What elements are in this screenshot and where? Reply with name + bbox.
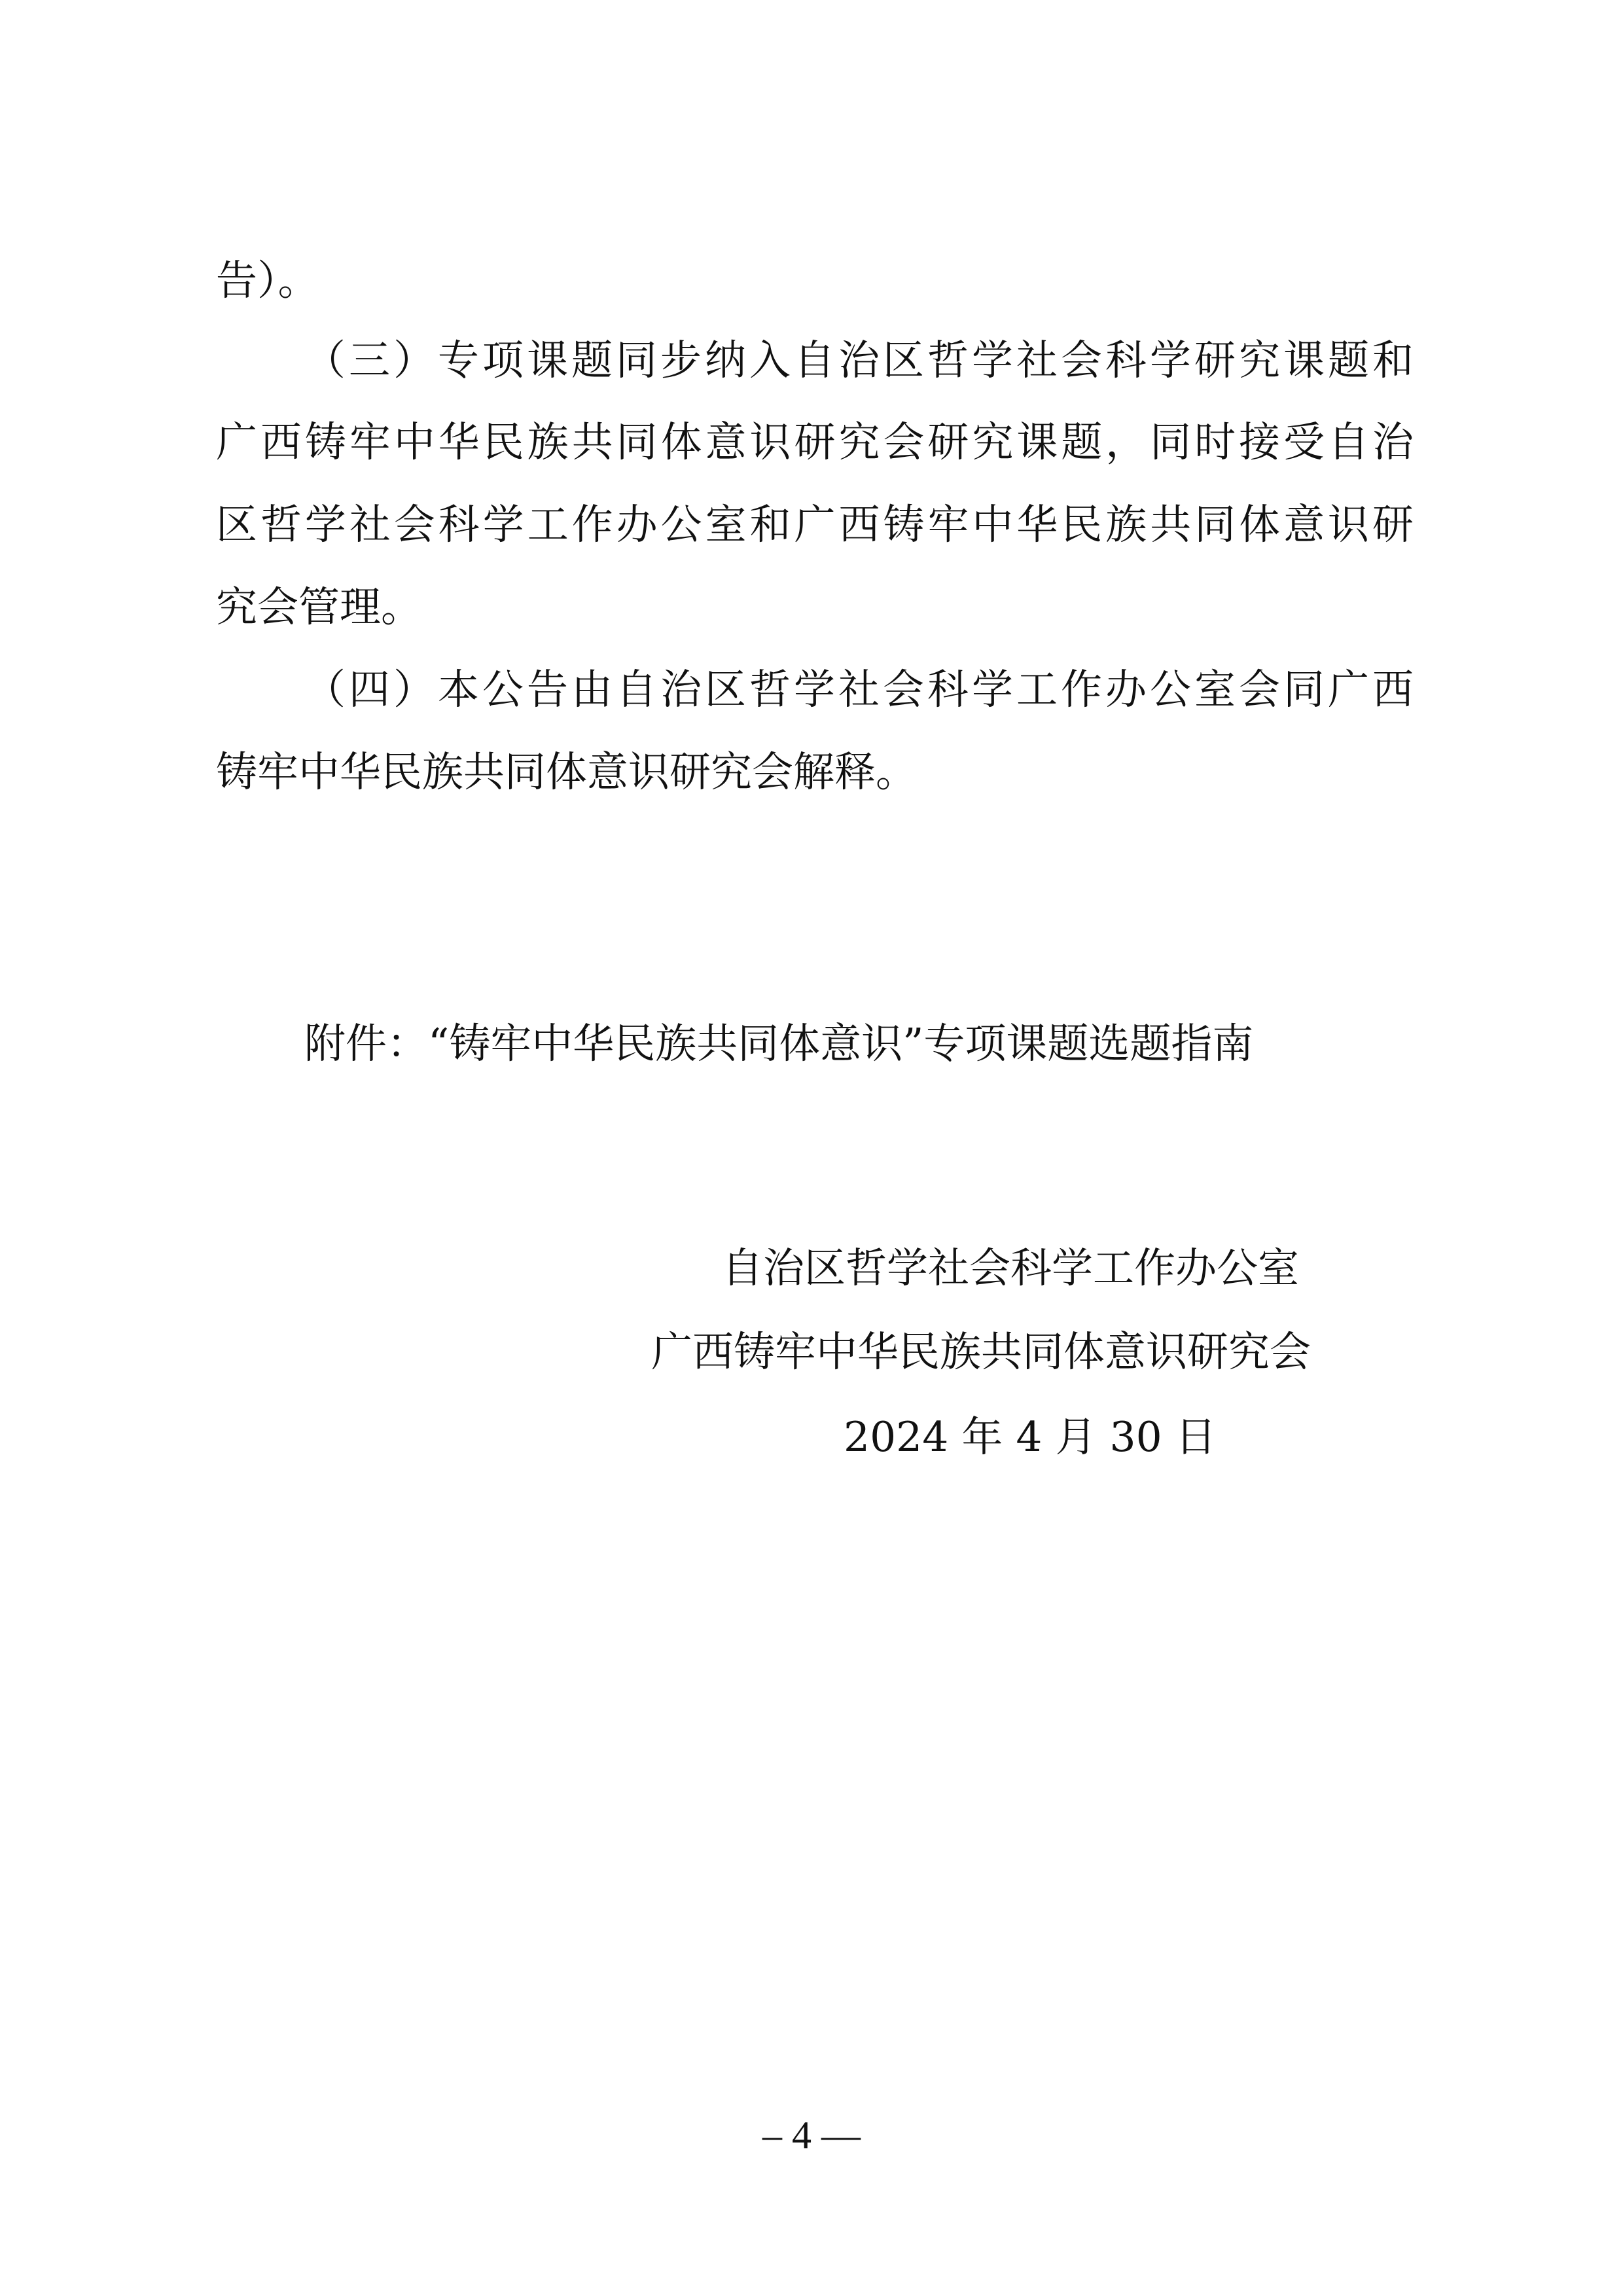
signature-org-1: 自治区哲学社会科学工作办公室 (722, 1244, 1299, 1292)
paragraph-line: 广西铸牢中华民族共同体意识研究会研究课题，同时接受自治 (216, 418, 1414, 466)
attachment-line: 附件：“铸牢中华民族共同体意识”专项课题选题指南 (304, 1020, 1254, 1067)
paragraph-line: 铸牢中华民族共同体意识研究会解释。 (216, 748, 917, 796)
paragraph-line: （四）本公告由自治区哲学社会科学工作办公室会同广西 (304, 666, 1414, 713)
signature-org-2: 广西铸牢中华民族共同体意识研究会 (651, 1328, 1311, 1376)
continued-text-line: 告）。 (216, 257, 319, 304)
paragraph-line: （三）专项课题同步纳入自治区哲学社会科学研究课题和 (304, 336, 1414, 384)
page-number: – 4 — (762, 2113, 861, 2157)
paragraph-line: 区哲学社会科学工作办公室和广西铸牢中华民族共同体意识研 (216, 501, 1414, 548)
paragraph-line: 究会管理。 (216, 583, 422, 631)
signature-date: 2024 年 4 月 30 日 (844, 1413, 1217, 1461)
